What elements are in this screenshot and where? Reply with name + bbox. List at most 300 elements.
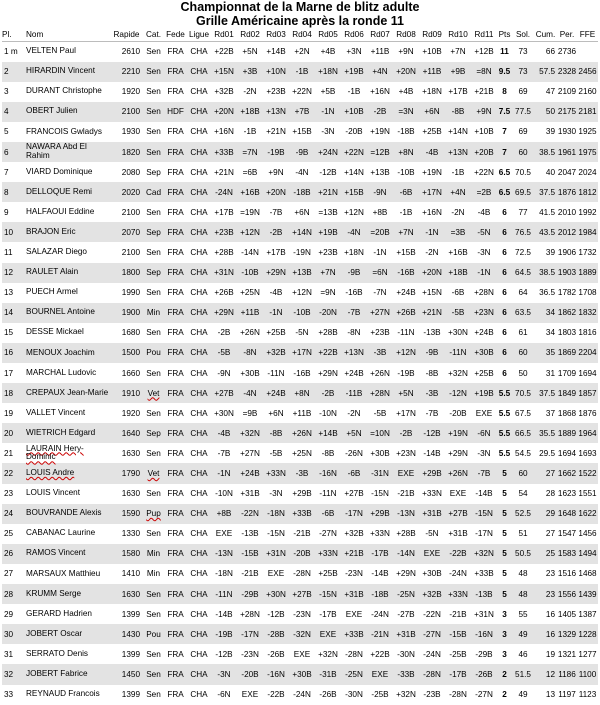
cell-round-result: +17N: [292, 348, 312, 358]
column-header: FFE: [577, 28, 598, 42]
cell-league-text: CHA: [190, 469, 208, 479]
cell-league: [187, 102, 211, 122]
cell-round-result: -12B: [423, 428, 441, 438]
cell-category: [143, 685, 164, 705]
cell-category: [143, 303, 164, 323]
cell-performance: 2010: [557, 207, 577, 217]
cell-round-result: +9B: [450, 67, 466, 77]
cell-category-text: Min: [146, 549, 161, 559]
cell-round-result: +30N: [214, 408, 234, 418]
cell-place: [2, 604, 22, 624]
cell-name: [22, 564, 110, 584]
cell-category-text: Sen: [146, 529, 161, 539]
cell-points: 7.5: [498, 107, 511, 117]
cell-round-result: -22N: [423, 609, 441, 619]
cell-round-result: +29N: [448, 448, 468, 458]
cell-round-result: -4B: [269, 288, 283, 298]
cell-round-result: -4N: [347, 227, 361, 237]
table-row: [2, 484, 598, 504]
cell-round-result: -11N: [319, 489, 337, 499]
cell-place: [2, 544, 22, 564]
cell-round-result: -33B: [397, 669, 415, 679]
table-header: [2, 28, 598, 42]
cell-round-result: -1B: [399, 207, 413, 217]
cell-round-result: +22B: [370, 649, 390, 659]
cell-name: [22, 283, 110, 303]
cell-league-text: CHA: [190, 589, 208, 599]
cell-cumulative: 19: [545, 649, 555, 659]
cell-ffe-rating: 1522: [578, 469, 597, 479]
cell-ffe-rating: 1277: [578, 649, 597, 659]
table-row: [2, 263, 598, 283]
column-header: Rd08: [393, 28, 419, 42]
cell-ffe-rating: 1816: [578, 328, 597, 338]
cell-round-result: +21N: [214, 167, 234, 177]
cell-points: 2: [502, 690, 507, 700]
cell-league: [187, 664, 211, 684]
cell-place-text: 20: [4, 428, 14, 438]
cell-category-text: Min: [146, 569, 161, 579]
cell-name-text: RAULET Alain: [26, 267, 79, 277]
cell-category: [143, 323, 164, 343]
cell-rating-text: 1630: [121, 448, 140, 458]
column-header: Nom: [22, 28, 110, 42]
cell-round-result: +14B: [318, 428, 338, 438]
cell-round-result: +23N: [474, 308, 494, 318]
cell-federation-text: FRA: [167, 629, 184, 639]
table-row: [2, 504, 598, 524]
cell-federation: [164, 82, 187, 102]
cell-federation-text: FRA: [167, 448, 184, 458]
cell-league-text: CHA: [190, 227, 208, 237]
cell-federation: [164, 564, 187, 584]
cell-round-result: -5N: [295, 328, 309, 338]
cell-place: [2, 102, 22, 122]
cell-league: [187, 42, 211, 62]
cell-round-result: EXE: [449, 489, 467, 499]
cell-round-result: +31N: [214, 268, 234, 278]
cell-round-result: +17B: [266, 247, 286, 257]
cell-place: [2, 263, 22, 283]
cell-points: 8: [502, 87, 507, 97]
cell-name: [22, 604, 110, 624]
cell-round-result: -13B: [423, 328, 441, 338]
cell-round-result: -10B: [397, 167, 415, 177]
cell-round-result: -17B: [319, 609, 337, 619]
cell-name-text: HALFAOUI Eddine: [26, 206, 95, 216]
cell-name: [22, 664, 110, 684]
cell-round-result: +28N: [240, 609, 260, 619]
cell-federation: [164, 524, 187, 544]
cell-cumulative: 43.5: [539, 227, 555, 237]
cell-league-text: CHA: [190, 669, 208, 679]
cell-name-text: REYNAUD Francois: [26, 689, 100, 699]
cell-solkoff: 51: [518, 529, 528, 539]
cell-round-result: -1B: [295, 67, 309, 77]
cell-round-result: -2N: [243, 87, 257, 97]
cell-category: [143, 242, 164, 262]
cell-round-result: -31N: [371, 469, 389, 479]
cell-performance: 1903: [557, 268, 577, 278]
cell-federation-text: FRA: [167, 690, 184, 700]
cell-place: [2, 504, 22, 524]
column-header: Rd01: [211, 28, 237, 42]
cell-category-text: Sen: [146, 247, 161, 257]
cell-round-result: -5B: [373, 408, 387, 418]
cell-ffe-rating: 1975: [578, 147, 597, 157]
cell-name-text: MARCHAL Ludovic: [26, 367, 97, 377]
cell-place-text: 19: [4, 408, 14, 418]
cell-rating-text: 1399: [121, 649, 140, 659]
cell-round-result: +15N: [214, 67, 234, 77]
cell-round-result: +30N: [266, 589, 286, 599]
cell-round-result: +7N: [450, 47, 466, 57]
cell-round-result: +21B: [474, 87, 494, 97]
cell-round-result: -15B: [449, 629, 467, 639]
table-row: [2, 363, 598, 383]
cell-round-result: +14N: [344, 167, 364, 177]
cell-rating-text: 1590: [121, 509, 140, 519]
cell-name: [22, 162, 110, 182]
cell-rating-text: 1820: [121, 147, 140, 157]
cell-round-result: +33N: [318, 549, 338, 559]
cell-league-text: CHA: [190, 408, 208, 418]
header-row: [2, 28, 598, 42]
cell-round-result: -5B: [269, 448, 283, 458]
cell-round-result: -1N: [425, 227, 439, 237]
cell-ffe-rating: 1889: [578, 268, 597, 278]
cell-round-result: -22B: [449, 549, 467, 559]
cell-round-result: EXE: [215, 529, 233, 539]
cell-round-result: -9N: [373, 187, 387, 197]
cell-round-result: -13N: [397, 509, 415, 519]
cell-round-result: -28B: [267, 629, 285, 639]
cell-federation: [164, 443, 187, 463]
cell-rating: [110, 484, 143, 504]
cell-league-text: CHA: [190, 368, 208, 378]
cell-round-result: +32N: [474, 549, 494, 559]
cell-round-result: +24B: [396, 288, 416, 298]
cell-cumulative: 37: [545, 408, 555, 418]
column-header: Rd06: [341, 28, 367, 42]
cell-category: [143, 484, 164, 504]
cell-federation-text: FRA: [167, 368, 184, 378]
cell-category-text: Sep: [146, 268, 161, 278]
cell-place-text: 27: [4, 569, 14, 579]
cell-round-result: -21B: [397, 489, 415, 499]
cell-round-result: +31B: [422, 509, 442, 519]
cell-rating-text: 1660: [121, 368, 140, 378]
cell-category: [143, 122, 164, 142]
table-row: [2, 102, 598, 122]
column-header: Rapide: [110, 28, 143, 42]
cell-points: 3: [502, 649, 507, 659]
cell-place-text: 22: [4, 469, 14, 479]
cell-cumulative: 29: [545, 509, 555, 519]
cell-round-result: +17B: [448, 87, 468, 97]
cell-round-result: -24N: [215, 187, 233, 197]
cell-ffe-rating: 1708: [578, 288, 597, 298]
cell-round-result: -27B: [397, 609, 415, 619]
cell-round-result: -16N: [267, 669, 285, 679]
cell-round-result: +23B: [214, 227, 234, 237]
table-row: [2, 544, 598, 564]
cell-ffe-rating: 1456: [578, 529, 597, 539]
cell-federation-text: FRA: [167, 469, 184, 479]
table-row: [2, 323, 598, 343]
cell-round-result: +32N: [448, 368, 468, 378]
cell-round-result: +27B: [214, 388, 234, 398]
cell-category-text: Vet: [147, 469, 160, 479]
cell-round-result: +32N: [240, 428, 260, 438]
cell-place: [2, 42, 22, 62]
cell-round-result: -6B: [399, 187, 413, 197]
cell-round-result: +30B: [240, 368, 260, 378]
cell-round-result: +20N: [422, 268, 442, 278]
title-block: [0, 0, 600, 28]
cell-round-result: +20N: [266, 187, 286, 197]
cell-place-text: 16: [4, 348, 14, 358]
cell-round-result: -19N: [293, 247, 311, 257]
cell-round-result: -6N: [217, 690, 231, 700]
column-header: Rd02: [237, 28, 263, 42]
cell-cumulative: 27: [545, 529, 555, 539]
cell-solkoff: 60: [518, 469, 528, 479]
table-row: [2, 584, 598, 604]
cell-performance: 1930: [557, 127, 577, 137]
cell-cumulative: 38.5: [539, 268, 555, 278]
cell-rating-text: 1900: [121, 308, 140, 318]
cell-category: [143, 524, 164, 544]
cell-round-result: +27B: [344, 489, 364, 499]
cell-rating: [110, 242, 143, 262]
cell-league: [187, 504, 211, 524]
cell-round-result: -2B: [217, 328, 231, 338]
cell-round-result: +31B: [240, 489, 260, 499]
cell-league-text: CHA: [190, 308, 208, 318]
cell-round-result: +20N: [396, 67, 416, 77]
cell-cumulative: 66: [545, 47, 555, 57]
cell-points: 6: [502, 288, 507, 298]
cell-category: [143, 263, 164, 283]
cell-solkoff: 48: [518, 569, 528, 579]
cell-round-result: -25N: [397, 589, 415, 599]
column-header: Rd10: [445, 28, 471, 42]
cell-federation: [164, 323, 187, 343]
cell-round-result: +29N: [214, 308, 234, 318]
cell-round-result: -20B: [449, 408, 467, 418]
cell-round-result: -9B: [425, 348, 439, 358]
cell-round-result: +16B: [240, 187, 260, 197]
cell-rating-text: 1450: [121, 669, 140, 679]
cell-place: [2, 685, 22, 705]
cell-place: [2, 343, 22, 363]
cell-rating-text: 1800: [121, 268, 140, 278]
cell-name: [22, 323, 110, 343]
cell-performance: 1849: [557, 388, 577, 398]
cell-rating: [110, 263, 143, 283]
cell-round-result: +25N: [240, 288, 260, 298]
cell-league: [187, 584, 211, 604]
cell-round-result: +4N: [372, 67, 388, 77]
cell-federation-text: FRA: [167, 247, 184, 257]
column-header: Cum.: [534, 28, 557, 42]
cell-federation-text: FRA: [167, 348, 184, 358]
cell-federation-text: FRA: [167, 207, 184, 217]
cell-place: [2, 62, 22, 82]
cell-federation: [164, 283, 187, 303]
column-header: Rd05: [315, 28, 341, 42]
cell-rating: [110, 142, 143, 162]
cell-round-result: +14B: [266, 47, 286, 57]
cell-federation: [164, 263, 187, 283]
cell-rating-text: 1790: [121, 469, 140, 479]
cell-rating: [110, 122, 143, 142]
cell-round-result: -4B: [425, 147, 439, 157]
cell-round-result: +19N: [448, 428, 468, 438]
cell-name-text: LOUIS Vincent: [26, 488, 81, 498]
cell-name-text: LOUIS Andre: [26, 468, 75, 478]
cell-cumulative: 16: [545, 629, 555, 639]
cell-round-result: +25B: [422, 127, 442, 137]
cell-round-result: -1B: [243, 127, 257, 137]
cell-points: 9.5: [498, 67, 511, 77]
cell-round-result: -18B: [293, 187, 311, 197]
table-row: [2, 383, 598, 403]
cell-place-text: 13: [4, 288, 14, 298]
table-row: [2, 604, 598, 624]
cell-round-result: -17B: [449, 669, 467, 679]
cell-round-result: -17N: [475, 529, 493, 539]
cell-ffe-rating: 1732: [578, 247, 597, 257]
cell-round-result: -1B: [451, 167, 465, 177]
column-header: Rd04: [289, 28, 315, 42]
cell-solkoff: 48: [518, 589, 528, 599]
cell-cumulative: 35.5: [539, 428, 555, 438]
cell-round-result: +6N: [294, 207, 310, 217]
cell-round-result: -29B: [475, 649, 493, 659]
cell-round-result: -11N: [449, 348, 467, 358]
cell-round-result: -23B: [423, 690, 441, 700]
cell-round-result: +27B: [292, 589, 312, 599]
cell-federation-text: FRA: [167, 288, 184, 298]
cell-round-result: +17B: [214, 207, 234, 217]
table-row: [2, 82, 598, 102]
cell-round-result: -11N: [267, 368, 285, 378]
cell-round-result: +7N: [398, 227, 414, 237]
cell-round-result: +30N: [448, 328, 468, 338]
cell-place: [2, 484, 22, 504]
cell-name-text: MENOUX Joachim: [26, 347, 95, 357]
cell-league-text: CHA: [190, 388, 208, 398]
cell-round-result: +14N: [292, 227, 312, 237]
cell-solkoff: 50.5: [515, 549, 531, 559]
cell-points: 11: [500, 47, 509, 57]
cell-round-result: -20B: [293, 549, 311, 559]
table-row: [2, 202, 598, 222]
cell-round-result: +15N: [422, 288, 442, 298]
cell-place-text: 9: [4, 207, 9, 217]
cell-round-result: -24N: [293, 690, 311, 700]
table-row: [2, 524, 598, 544]
cell-points: 6: [502, 328, 507, 338]
cell-round-result: +6N: [268, 408, 284, 418]
cell-league-text: CHA: [190, 549, 208, 559]
cell-round-result: -14B: [215, 609, 233, 619]
cell-round-result: -20B: [345, 127, 363, 137]
cell-category: [143, 403, 164, 423]
cell-ffe-rating: 1694: [578, 368, 597, 378]
cell-round-result: =13B: [318, 207, 338, 217]
cell-category: [143, 283, 164, 303]
cell-place: [2, 182, 22, 202]
cell-category: [143, 363, 164, 383]
cell-round-result: =7N: [242, 147, 258, 157]
cell-name: [22, 202, 110, 222]
cell-category: [143, 423, 164, 443]
cell-federation-text: FRA: [167, 609, 184, 619]
cell-cumulative: 39: [545, 127, 555, 137]
cell-name-text: DESSE Mickael: [26, 327, 84, 337]
cell-league-text: CHA: [190, 247, 208, 257]
cell-round-result: -13N: [215, 549, 233, 559]
cell-league: [187, 82, 211, 102]
cell-round-result: +25B: [266, 328, 286, 338]
cell-federation-text: FRA: [167, 509, 184, 519]
cell-round-result: -8B: [321, 448, 335, 458]
cell-cumulative: 27: [545, 469, 555, 479]
cell-ffe-rating: 1984: [578, 227, 597, 237]
cell-category: [143, 664, 164, 684]
cell-points: 6: [502, 247, 507, 257]
cell-solkoff: 69.5: [515, 187, 531, 197]
cell-round-result: +25B: [474, 368, 494, 378]
cell-category-text: Sen: [146, 489, 161, 499]
column-header: Ligue: [187, 28, 211, 42]
cell-rating: [110, 544, 143, 564]
cell-round-result: +29N: [266, 268, 286, 278]
cell-category-text: Sen: [146, 147, 161, 157]
cell-points: 3: [502, 629, 507, 639]
cell-round-result: +14N: [448, 127, 468, 137]
cell-points: 7: [502, 127, 507, 137]
cell-ffe-rating: 1812: [578, 187, 597, 197]
cell-ffe-rating: 1857: [578, 388, 597, 398]
cell-round-result: =8N: [476, 67, 492, 77]
cell-round-result: -8B: [269, 428, 283, 438]
cell-round-result: -5N: [425, 529, 439, 539]
cell-round-result: +21N: [266, 127, 286, 137]
cell-federation: [164, 604, 187, 624]
cell-name: [22, 584, 110, 604]
cell-round-result: +19N: [370, 127, 390, 137]
cell-round-result: -5N: [477, 227, 491, 237]
cell-round-result: -8N: [347, 328, 361, 338]
cell-rating: [110, 383, 143, 403]
cell-round-result: -28N: [423, 669, 441, 679]
cell-place-text: 25: [4, 529, 14, 539]
cell-league-text: CHA: [190, 629, 208, 639]
table-row: [2, 564, 598, 584]
cell-name: [22, 102, 110, 122]
cell-points: 6: [502, 368, 507, 378]
cell-round-result: +28N: [474, 288, 494, 298]
cell-category: [143, 42, 164, 62]
cell-round-result: +33B: [344, 629, 364, 639]
cell-name-text: BRAJON Eric: [26, 226, 76, 236]
cell-round-result: -1N: [373, 247, 387, 257]
cell-ffe-rating: [577, 42, 598, 62]
